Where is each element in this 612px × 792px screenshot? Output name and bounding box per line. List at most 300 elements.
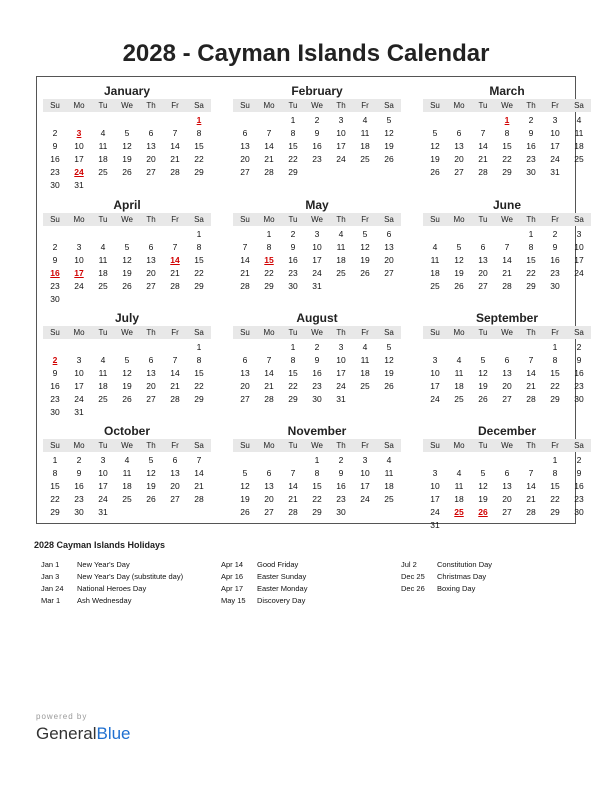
day-cell: 4: [432, 242, 438, 252]
day-cell: 1: [52, 455, 58, 465]
day-cell: 10: [430, 481, 440, 491]
day-cell: 25: [98, 167, 108, 177]
day-cell: 29: [550, 394, 560, 404]
day-cell: 10: [336, 128, 346, 138]
day-cell: 8: [528, 242, 534, 252]
day-cell: 15: [502, 141, 512, 151]
empty-day-cell: [91, 179, 115, 192]
day-cell: 1: [552, 342, 558, 352]
empty-day-cell: [471, 519, 495, 532]
day-cell: 23: [74, 494, 84, 504]
weekday-label: Tu: [288, 215, 298, 224]
day-cell: 15: [194, 368, 204, 378]
day-cell: 22: [264, 268, 274, 278]
weekday-label: Mo: [73, 101, 85, 110]
weekday-label: Th: [526, 101, 536, 110]
day-cell: 3: [552, 115, 558, 125]
weekday-header: [423, 213, 591, 226]
day-grid: [233, 454, 401, 519]
weekday-label: Fr: [361, 441, 369, 450]
day-cell: 2: [52, 355, 58, 365]
empty-day-cell: [163, 406, 187, 419]
day-cell: 12: [454, 255, 464, 265]
day-cell: 19: [122, 268, 132, 278]
day-cell: 17: [430, 381, 440, 391]
weekday-label: We: [501, 328, 513, 337]
day-cell: 7: [196, 455, 202, 465]
weekday-header: [233, 213, 401, 226]
day-cell: 4: [338, 229, 344, 239]
weekday-label: Th: [146, 101, 156, 110]
holiday-name: New Year's Day: [77, 560, 130, 569]
empty-day-cell: [163, 506, 187, 519]
day-cell: 25: [122, 494, 132, 504]
weekday-label: We: [311, 215, 323, 224]
day-grid: [423, 114, 591, 179]
weekday-label: Sa: [574, 328, 584, 337]
day-cell: 13: [454, 141, 464, 151]
empty-day-cell: [139, 114, 163, 127]
day-cell: 11: [430, 255, 440, 265]
day-cell: 1: [552, 455, 558, 465]
day-cell: 12: [360, 242, 370, 252]
day-cell: 27: [146, 281, 156, 291]
month-name: November: [287, 424, 347, 438]
holiday-row: [41, 595, 183, 607]
day-cell: 28: [170, 394, 180, 404]
day-cell: 19: [384, 368, 394, 378]
weekday-label: Th: [146, 215, 156, 224]
day-cell: 19: [122, 154, 132, 164]
day-cell: 27: [240, 394, 250, 404]
day-cell: 13: [502, 481, 512, 491]
day-cell: 13: [240, 141, 250, 151]
day-cell: 6: [504, 355, 510, 365]
day-cell: 22: [526, 268, 536, 278]
day-cell: 17: [550, 141, 560, 151]
day-cell: 7: [290, 468, 296, 478]
day-cell: 25: [454, 507, 464, 517]
day-cell: 7: [172, 355, 178, 365]
weekday-header: [43, 439, 211, 452]
holiday-date: Jan 1: [41, 560, 60, 569]
day-cell: 25: [98, 281, 108, 291]
day-cell: 14: [264, 368, 274, 378]
day-cell: 15: [194, 255, 204, 265]
weekday-label: Mo: [73, 328, 85, 337]
holiday-row: [41, 583, 183, 595]
month-name: January: [103, 84, 151, 98]
empty-day-cell: [519, 454, 543, 467]
weekday-label: Tu: [98, 215, 108, 224]
day-cell: 14: [526, 368, 536, 378]
day-grid: [423, 228, 591, 293]
weekday-header: [423, 326, 591, 339]
day-cell: 16: [50, 154, 60, 164]
day-cell: 12: [122, 368, 132, 378]
day-cell: 23: [574, 494, 584, 504]
holiday-row: [401, 571, 492, 583]
day-cell: 15: [50, 481, 60, 491]
empty-day-cell: [423, 114, 447, 127]
day-cell: 18: [384, 481, 394, 491]
day-cell: 18: [454, 494, 464, 504]
day-cell: 24: [336, 381, 346, 391]
day-cell: 5: [432, 128, 438, 138]
holiday-row: [401, 559, 492, 571]
month-name: February: [291, 84, 343, 98]
day-cell: 21: [264, 381, 274, 391]
weekday-label: Sa: [574, 441, 584, 450]
empty-day-cell: [377, 280, 401, 293]
weekday-label: Tu: [478, 215, 488, 224]
weekday-label: Sa: [194, 215, 204, 224]
day-cell: 7: [242, 242, 248, 252]
day-cell: 4: [362, 115, 368, 125]
empty-day-cell: [67, 228, 91, 241]
empty-day-cell: [163, 179, 187, 192]
day-cell: 25: [430, 281, 440, 291]
day-cell: 20: [454, 154, 464, 164]
holiday-row: [221, 559, 307, 571]
day-cell: 16: [336, 481, 346, 491]
day-cell: 31: [98, 507, 108, 517]
day-cell: 4: [362, 342, 368, 352]
day-cell: 10: [74, 255, 84, 265]
day-cell: 30: [574, 394, 584, 404]
day-cell: 25: [360, 154, 370, 164]
day-cell: 19: [240, 494, 250, 504]
day-cell: 18: [98, 268, 108, 278]
day-cell: 21: [264, 154, 274, 164]
day-cell: 30: [50, 180, 60, 190]
empty-day-cell: [139, 228, 163, 241]
day-cell: 17: [312, 255, 322, 265]
day-cell: 28: [526, 507, 536, 517]
weekday-label: We: [121, 215, 133, 224]
day-cell: 25: [574, 154, 584, 164]
day-cell: 8: [290, 355, 296, 365]
weekday-label: Sa: [194, 101, 204, 110]
holiday-name: New Year's Day (substitute day): [77, 572, 184, 581]
day-cell: 21: [170, 154, 180, 164]
day-cell: 26: [122, 167, 132, 177]
day-cell: 6: [456, 128, 462, 138]
weekday-label: Sa: [574, 101, 584, 110]
day-cell: 12: [384, 355, 394, 365]
empty-day-cell: [377, 506, 401, 519]
empty-day-cell: [471, 454, 495, 467]
day-cell: 19: [122, 381, 132, 391]
day-cell: 5: [386, 342, 392, 352]
day-cell: 24: [550, 154, 560, 164]
empty-day-cell: [353, 280, 377, 293]
day-cell: 29: [50, 507, 60, 517]
page-title: 2028 - Cayman Islands Calendar: [122, 40, 490, 67]
day-cell: 30: [550, 281, 560, 291]
day-cell: 11: [454, 368, 464, 378]
day-cell: 9: [314, 355, 320, 365]
holiday-row: [221, 583, 307, 595]
month-january: [43, 83, 211, 192]
weekday-label: Fr: [361, 328, 369, 337]
day-cell: 15: [288, 141, 298, 151]
day-cell: 17: [74, 154, 84, 164]
day-cell: 19: [454, 268, 464, 278]
holiday-name: Easter Monday: [257, 584, 308, 593]
day-cell: 20: [478, 268, 488, 278]
empty-day-cell: [115, 341, 139, 354]
day-cell: 29: [288, 394, 298, 404]
day-cell: 8: [196, 242, 202, 252]
day-cell: 12: [240, 481, 250, 491]
day-cell: 12: [478, 481, 488, 491]
empty-day-cell: [567, 166, 591, 179]
day-cell: 6: [480, 242, 486, 252]
weekday-label: Mo: [263, 101, 275, 110]
empty-day-cell: [163, 228, 187, 241]
day-cell: 30: [336, 507, 346, 517]
day-grid: [233, 228, 401, 293]
day-cell: 28: [170, 167, 180, 177]
day-cell: 14: [502, 255, 512, 265]
day-cell: 8: [196, 355, 202, 365]
weekday-label: Th: [526, 328, 536, 337]
weekday-label: Mo: [453, 101, 465, 110]
holidays-title: 2028 Cayman Islands Holidays: [34, 540, 166, 550]
day-cell: 29: [194, 394, 204, 404]
day-cell: 9: [552, 242, 558, 252]
day-cell: 11: [98, 255, 108, 265]
day-cell: 3: [76, 242, 82, 252]
empty-day-cell: [43, 114, 67, 127]
day-cell: 5: [124, 128, 130, 138]
weekday-label: We: [501, 441, 513, 450]
day-cell: 26: [122, 281, 132, 291]
empty-day-cell: [91, 406, 115, 419]
day-cell: 24: [74, 167, 84, 177]
day-cell: 16: [312, 141, 322, 151]
day-cell: 11: [574, 128, 584, 138]
day-cell: 18: [574, 141, 584, 151]
weekday-label: Su: [240, 328, 250, 337]
day-cell: 22: [194, 268, 204, 278]
day-cell: 14: [194, 468, 204, 478]
day-cell: 9: [314, 128, 320, 138]
empty-day-cell: [471, 341, 495, 354]
day-cell: 3: [362, 455, 368, 465]
weekday-header: [233, 326, 401, 339]
day-cell: 20: [264, 494, 274, 504]
day-cell: 21: [502, 268, 512, 278]
empty-day-cell: [447, 454, 471, 467]
day-cell: 12: [122, 141, 132, 151]
weekday-label: Th: [336, 101, 346, 110]
weekday-label: Mo: [453, 441, 465, 450]
weekday-label: Th: [336, 441, 346, 450]
logo-general: General: [36, 724, 97, 743]
day-cell: 23: [50, 281, 60, 291]
day-cell: 3: [314, 229, 320, 239]
month-name: August: [296, 311, 338, 325]
day-cell: 8: [266, 242, 272, 252]
day-cell: 5: [148, 455, 154, 465]
day-cell: 2: [576, 455, 582, 465]
weekday-label: Su: [50, 215, 60, 224]
weekday-label: Fr: [361, 215, 369, 224]
empty-day-cell: [233, 228, 257, 241]
day-cell: 8: [504, 128, 510, 138]
day-cell: 20: [502, 494, 512, 504]
weekday-header: [43, 326, 211, 339]
weekday-label: Th: [526, 441, 536, 450]
empty-day-cell: [139, 406, 163, 419]
weekday-label: We: [121, 441, 133, 450]
day-cell: 15: [288, 368, 298, 378]
weekday-label: Fr: [171, 328, 179, 337]
month-february: [233, 83, 401, 179]
day-cell: 31: [312, 281, 322, 291]
day-cell: 14: [264, 141, 274, 151]
month-name: June: [492, 198, 521, 212]
day-cell: 1: [196, 342, 202, 352]
holiday-name: Constitution Day: [437, 560, 493, 569]
empty-day-cell: [495, 228, 519, 241]
empty-day-cell: [471, 228, 495, 241]
day-cell: 10: [550, 128, 560, 138]
weekday-label: Su: [240, 441, 250, 450]
day-cell: 9: [76, 468, 82, 478]
weekday-header: [423, 439, 591, 452]
day-cell: 8: [52, 468, 58, 478]
holiday-date: Dec 26: [401, 584, 425, 593]
day-cell: 2: [314, 342, 320, 352]
empty-day-cell: [187, 506, 211, 519]
empty-day-cell: [447, 519, 471, 532]
day-cell: 30: [312, 394, 322, 404]
day-cell: 4: [576, 115, 582, 125]
day-cell: 6: [242, 128, 248, 138]
day-cell: 29: [194, 167, 204, 177]
day-cell: 1: [290, 342, 296, 352]
day-cell: 27: [454, 167, 464, 177]
day-cell: 13: [502, 368, 512, 378]
holiday-date: Jan 24: [41, 584, 64, 593]
day-cell: 30: [74, 507, 84, 517]
day-cell: 21: [194, 481, 204, 491]
day-cell: 1: [196, 115, 202, 125]
day-cell: 15: [550, 368, 560, 378]
day-cell: 20: [502, 381, 512, 391]
empty-day-cell: [423, 341, 447, 354]
empty-day-cell: [233, 114, 257, 127]
calendar-grid: [36, 76, 584, 530]
day-cell: 14: [170, 368, 180, 378]
day-cell: 10: [430, 368, 440, 378]
day-cell: 15: [550, 481, 560, 491]
day-cell: 16: [74, 481, 84, 491]
empty-day-cell: [567, 280, 591, 293]
day-cell: 7: [172, 128, 178, 138]
day-cell: 23: [550, 268, 560, 278]
day-cell: 22: [288, 154, 298, 164]
day-cell: 30: [288, 281, 298, 291]
holiday-name: Good Friday: [257, 560, 299, 569]
day-cell: 30: [50, 407, 60, 417]
holiday-name: Easter Sunday: [257, 572, 307, 581]
empty-day-cell: [423, 454, 447, 467]
day-cell: 27: [502, 394, 512, 404]
day-cell: 5: [362, 229, 368, 239]
day-cell: 11: [360, 355, 370, 365]
weekday-label: We: [121, 101, 133, 110]
empty-day-cell: [115, 406, 139, 419]
day-cell: 8: [314, 468, 320, 478]
day-cell: 16: [574, 368, 584, 378]
day-cell: 17: [336, 141, 346, 151]
day-cell: 27: [146, 394, 156, 404]
day-cell: 26: [240, 507, 250, 517]
empty-day-cell: [353, 393, 377, 406]
weekday-label: Th: [146, 441, 156, 450]
empty-day-cell: [495, 341, 519, 354]
day-cell: 28: [170, 281, 180, 291]
day-cell: 5: [124, 242, 130, 252]
day-cell: 10: [74, 368, 84, 378]
day-cell: 27: [170, 494, 180, 504]
day-cell: 21: [288, 494, 298, 504]
day-cell: 11: [98, 141, 108, 151]
day-cell: 11: [454, 481, 464, 491]
day-cell: 26: [146, 494, 156, 504]
day-cell: 15: [194, 141, 204, 151]
day-cell: 5: [480, 468, 486, 478]
weekday-label: We: [501, 215, 513, 224]
empty-day-cell: [163, 114, 187, 127]
day-cell: 26: [430, 167, 440, 177]
day-cell: 22: [194, 381, 204, 391]
day-cell: 26: [360, 268, 370, 278]
weekday-label: Tu: [288, 101, 298, 110]
weekday-label: Fr: [551, 215, 559, 224]
weekday-label: Th: [526, 215, 536, 224]
day-cell: 3: [338, 115, 344, 125]
weekday-label: Th: [336, 328, 346, 337]
month-may: [233, 197, 401, 293]
day-cell: 12: [122, 255, 132, 265]
day-cell: 28: [502, 281, 512, 291]
empty-day-cell: [139, 506, 163, 519]
weekday-label: Sa: [574, 215, 584, 224]
weekday-label: Sa: [194, 441, 204, 450]
day-cell: 24: [430, 507, 440, 517]
day-cell: 4: [386, 455, 392, 465]
day-cell: 31: [74, 180, 84, 190]
day-cell: 17: [430, 494, 440, 504]
day-cell: 21: [240, 268, 250, 278]
day-cell: 3: [76, 355, 82, 365]
day-cell: 19: [478, 494, 488, 504]
empty-day-cell: [43, 228, 67, 241]
day-cell: 22: [194, 154, 204, 164]
empty-day-cell: [233, 341, 257, 354]
empty-day-cell: [43, 341, 67, 354]
month-name: September: [475, 311, 539, 325]
holiday-date: Jan 3: [41, 572, 60, 581]
holiday-date: Mar 1: [41, 596, 61, 605]
day-cell: 29: [264, 281, 274, 291]
holiday-date: Apr 16: [221, 572, 244, 581]
